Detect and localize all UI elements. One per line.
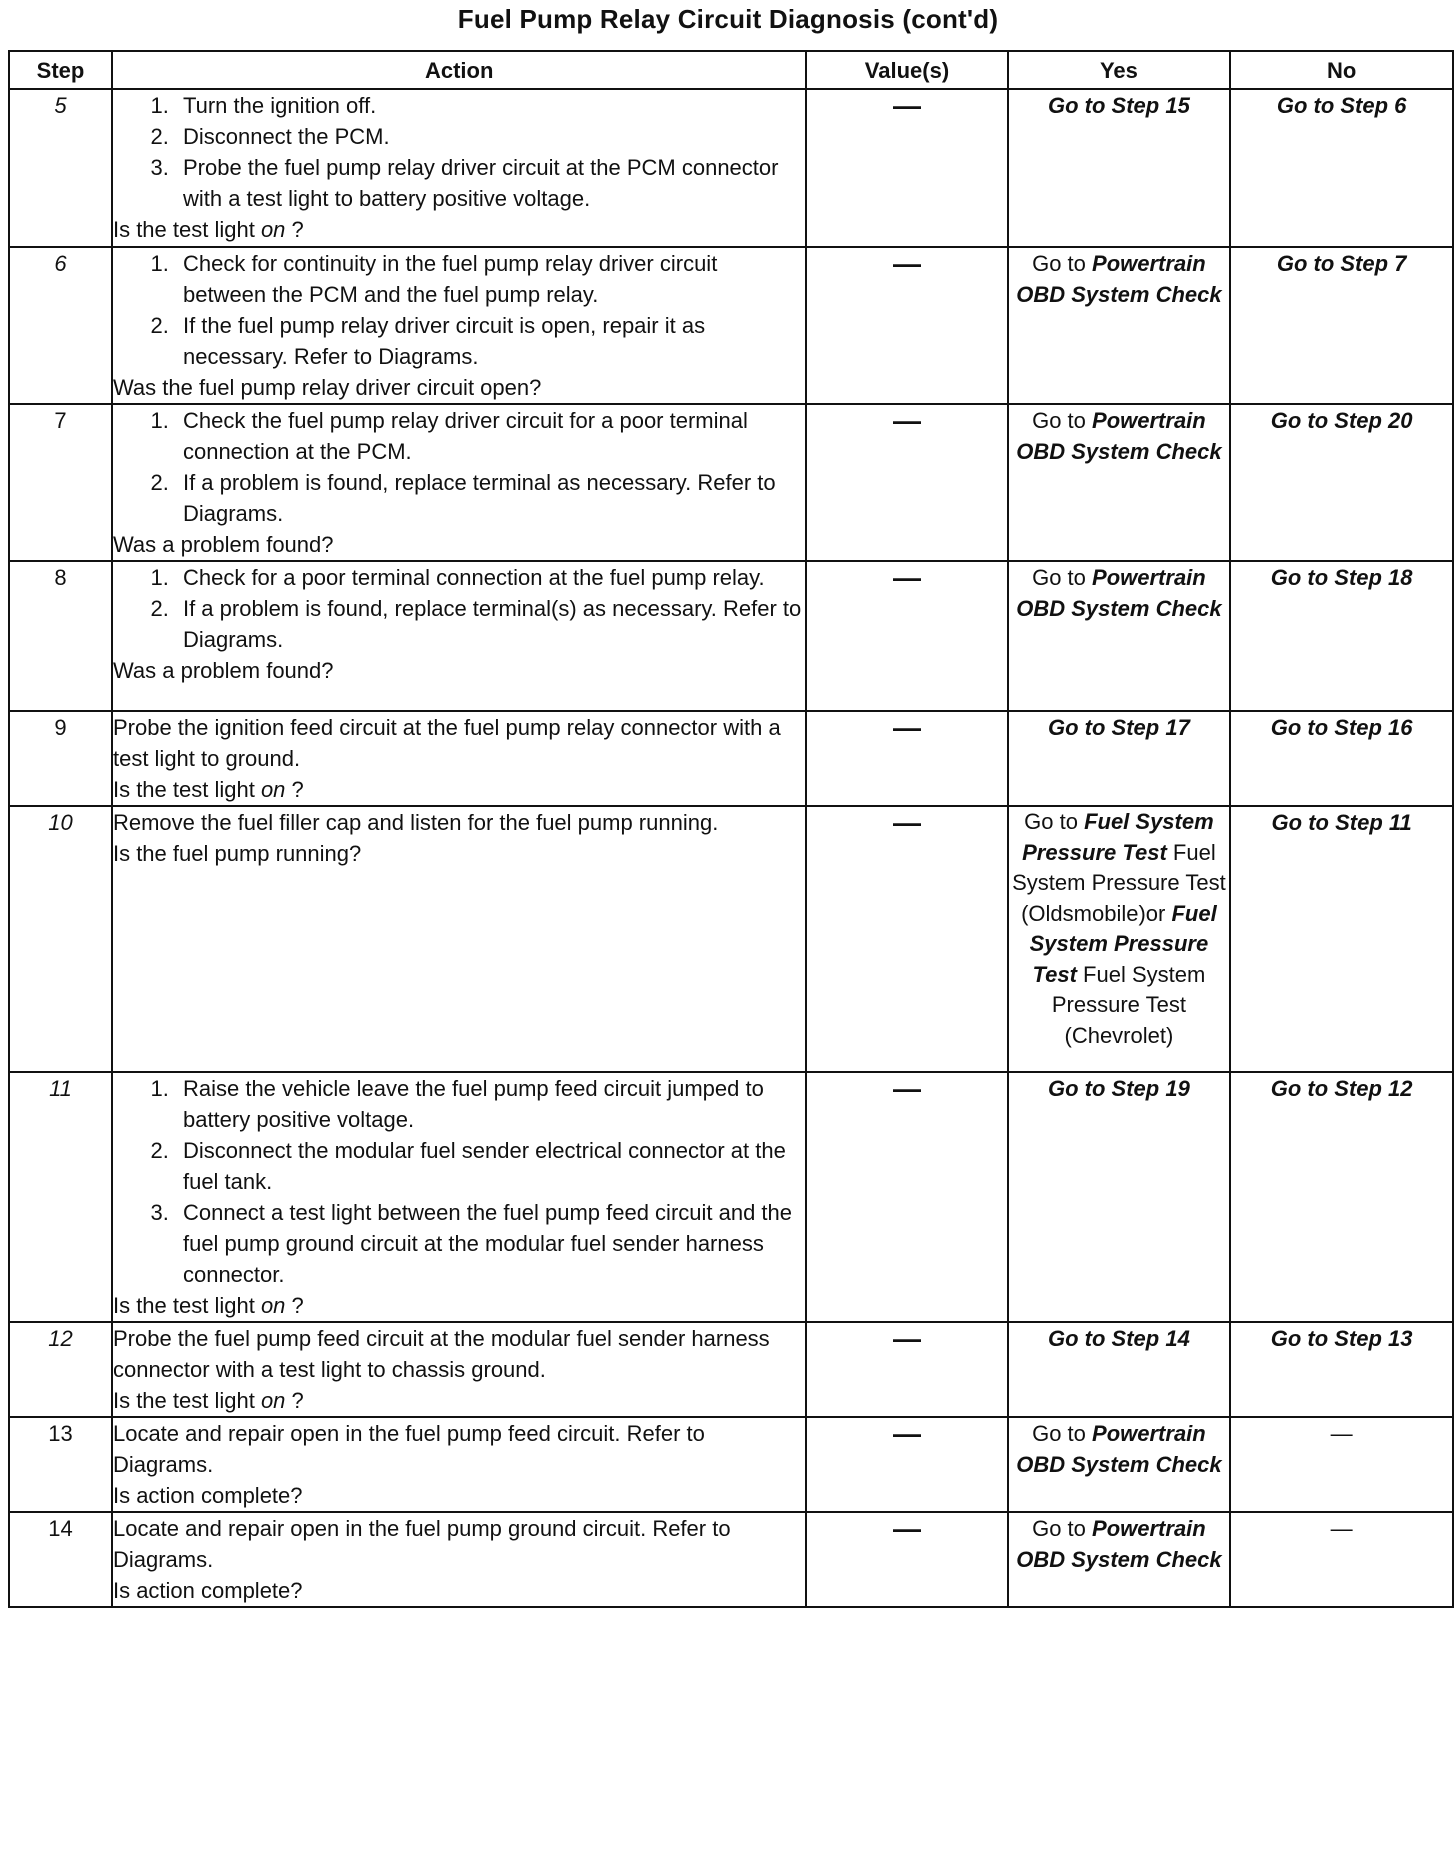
action-item: 2. Disconnect the PCM. [175, 121, 805, 152]
yes-cell: Go to Fuel System Pressure Test Fuel System Pressure Test (Oldsmobile)or Fuel System Pressure Test Fuel System Pressure Test (Chevrolet) [1008, 806, 1231, 1072]
no-cell: Go to Step 13 [1230, 1322, 1453, 1417]
action-question: Is the test light on ? [112, 1388, 304, 1413]
value-cell: — [806, 561, 1007, 711]
step-number: 5 [9, 89, 112, 247]
action-cell [112, 247, 806, 404]
step-number: 11 [9, 1072, 112, 1322]
action-item: 1. Raise the vehicle leave the fuel pump feed circuit jumped to battery positive voltage. [175, 1073, 805, 1135]
table-row [9, 1322, 1453, 1417]
action-list [113, 248, 805, 372]
value-cell: — [806, 1072, 1007, 1322]
table-row [9, 1512, 1453, 1607]
action-cell [112, 561, 806, 711]
action-list [113, 1073, 805, 1290]
header-yes: Yes [1008, 51, 1231, 89]
action-item: 3. Connect a test light between the fuel pump feed circuit and the fuel pump ground circuit at the modular fuel sender harness connector. [175, 1197, 805, 1290]
action-text: Probe the fuel pump feed circuit at the modular fuel sender harness connector with a test light to chassis ground. [112, 1326, 770, 1382]
action-cell [112, 1512, 806, 1607]
value-cell: — [806, 247, 1007, 404]
yes-cell: Go to Step 14 [1008, 1322, 1231, 1417]
action-text: Probe the ignition feed circuit at the fuel pump relay connector with a test light to ground. [112, 715, 781, 771]
yes-cell: Go to Powertrain OBD System Check [1008, 561, 1231, 711]
table-header-row [9, 51, 1453, 89]
no-cell: Go to Step 20 [1230, 404, 1453, 561]
action-question: Is the test light on ? [112, 1293, 304, 1318]
action-question: Is action complete? [112, 1578, 303, 1603]
yes-cell: Go to Step 15 [1008, 89, 1231, 247]
action-question: Was a problem found? [112, 532, 334, 557]
action-question: Is action complete? [112, 1483, 303, 1508]
yes-cell: Go to Powertrain OBD System Check [1008, 247, 1231, 404]
action-item: 2. If the fuel pump relay driver circuit is open, repair it as necessary. Refer to Diagrams. [175, 310, 805, 372]
no-cell: Go to Step 18 [1230, 561, 1453, 711]
value-cell: — [806, 711, 1007, 806]
step-number: 8 [9, 561, 112, 711]
step-number: 14 [9, 1512, 112, 1607]
action-cell [112, 1322, 806, 1417]
table-row [9, 89, 1453, 247]
step-number: 12 [9, 1322, 112, 1417]
action-cell [112, 89, 806, 247]
step-number: 6 [9, 247, 112, 404]
action-item: 2. If a problem is found, replace terminal as necessary. Refer to Diagrams. [175, 467, 805, 529]
step-number: 13 [9, 1417, 112, 1512]
action-question: Is the test light on ? [112, 217, 304, 242]
step-number: 9 [9, 711, 112, 806]
value-cell: — [806, 89, 1007, 247]
action-item: 3. Probe the fuel pump relay driver circuit at the PCM connector with a test light to battery positive voltage. [175, 152, 805, 214]
action-question: Was a problem found? [112, 658, 334, 683]
action-cell [112, 1417, 806, 1512]
action-item: 2. Disconnect the modular fuel sender electrical connector at the fuel tank. [175, 1135, 805, 1197]
value-cell: — [806, 1512, 1007, 1607]
yes-cell: Go to Powertrain OBD System Check [1008, 404, 1231, 561]
no-cell: — [1230, 1512, 1453, 1607]
step-number: 7 [9, 404, 112, 561]
page-title: Fuel Pump Relay Circuit Diagnosis (cont'd) [457, 4, 999, 34]
no-cell: Go to Step 11 [1230, 806, 1453, 1072]
header-action: Action [112, 51, 806, 89]
action-text: Locate and repair open in the fuel pump feed circuit. Refer to Diagrams. [112, 1421, 705, 1477]
table-row [9, 1417, 1453, 1512]
table-row [9, 806, 1453, 1072]
yes-cell: Go to Powertrain OBD System Check [1008, 1512, 1231, 1607]
diagnosis-table [8, 50, 1454, 1608]
value-cell: — [806, 1322, 1007, 1417]
value-cell: — [806, 1417, 1007, 1512]
action-cell [112, 806, 806, 1072]
table-row [9, 711, 1453, 806]
no-cell: Go to Step 7 [1230, 247, 1453, 404]
action-list [113, 405, 805, 529]
action-cell [112, 1072, 806, 1322]
table-row [9, 247, 1453, 404]
header-step: Step [9, 51, 112, 89]
action-question: Was the fuel pump relay driver circuit open? [112, 375, 542, 400]
action-question: Is the test light on ? [112, 777, 304, 802]
action-item: 2. If a problem is found, replace terminal(s) as necessary. Refer to Diagrams. [175, 593, 805, 655]
no-cell: Go to Step 6 [1230, 89, 1453, 247]
header-values: Value(s) [806, 51, 1007, 89]
action-text: Locate and repair open in the fuel pump ground circuit. Refer to Diagrams. [112, 1516, 731, 1572]
yes-cell: Go to Step 19 [1008, 1072, 1231, 1322]
action-question: Is the fuel pump running? [112, 841, 362, 866]
table-row [9, 1072, 1453, 1322]
no-cell: — [1230, 1417, 1453, 1512]
table-row [9, 561, 1453, 711]
action-item: 1. Check the fuel pump relay driver circuit for a poor terminal connection at the PCM. [175, 405, 805, 467]
no-cell: Go to Step 12 [1230, 1072, 1453, 1322]
no-cell: Go to Step 16 [1230, 711, 1453, 806]
action-list [113, 90, 805, 214]
action-cell [112, 711, 806, 806]
table-row [9, 404, 1453, 561]
yes-cell: Go to Powertrain OBD System Check [1008, 1417, 1231, 1512]
header-no: No [1230, 51, 1453, 89]
action-item: 1. Turn the ignition off. [175, 90, 805, 121]
yes-cell: Go to Step 17 [1008, 711, 1231, 806]
action-text: Remove the fuel filler cap and listen for the fuel pump running. [112, 810, 719, 835]
value-cell: — [806, 404, 1007, 561]
value-cell: — [806, 806, 1007, 1072]
action-item: 1. Check for a poor terminal connection at the fuel pump relay. [175, 562, 805, 593]
action-item: 1. Check for continuity in the fuel pump relay driver circuit between the PCM and the fuel pump relay. [175, 248, 805, 310]
action-list [113, 562, 805, 655]
action-cell [112, 404, 806, 561]
step-number: 10 [9, 806, 112, 1072]
